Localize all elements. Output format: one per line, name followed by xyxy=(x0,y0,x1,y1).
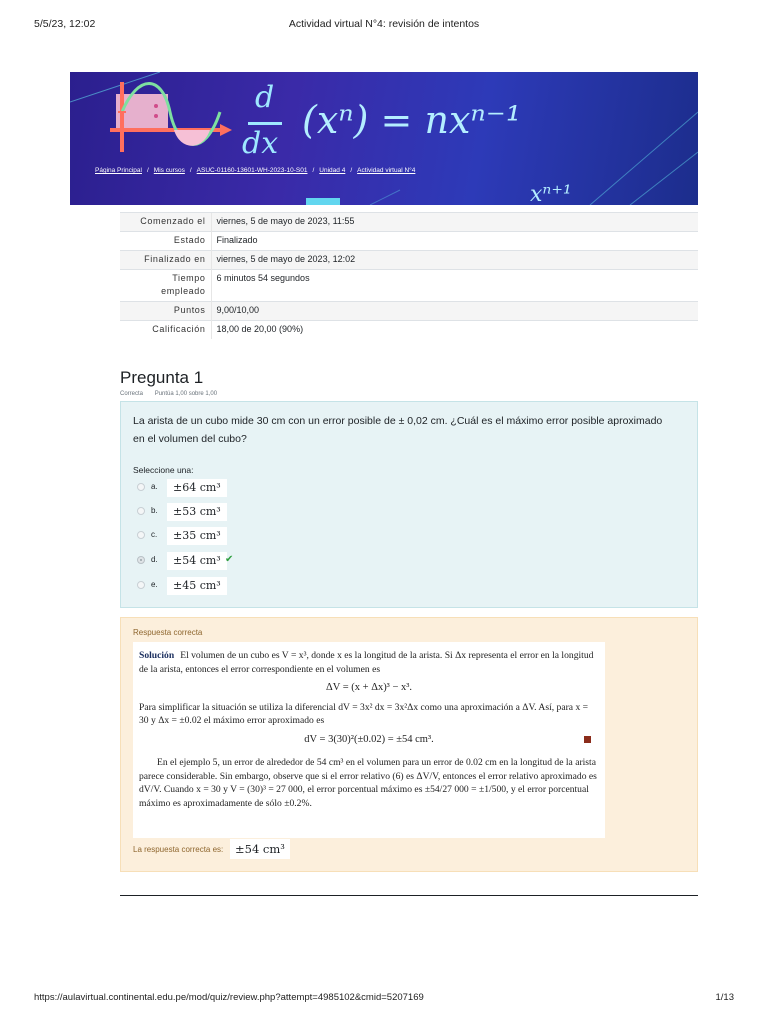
summary-key: Estado xyxy=(120,232,211,251)
breadcrumb: Página Principal / Mis cursos / ASUC-01160-13601-WH-2023-10-S01 / Unidad 4 / Actividad virtual N°4 xyxy=(95,167,416,174)
summary-value: viernes, 5 de mayo de 2023, 11:55 xyxy=(211,213,698,232)
solution-paragraph-1: Solución El volumen de un cubo es V = x³, donde x es la longitud de la arista. Si Δx representa el error en la longitud de la arista, entonces el error correspondiente en el volumen es xyxy=(139,650,594,675)
summary-key: Finalizado en xyxy=(120,251,211,270)
option-letter: e. xyxy=(151,580,158,589)
option-letter: d. xyxy=(151,555,158,564)
table-row xyxy=(120,321,698,340)
option-answer: ±35 cm³ xyxy=(167,527,227,545)
banner-formula-dx: dx xyxy=(242,126,279,161)
radio-d[interactable] xyxy=(137,556,145,564)
radio-e[interactable] xyxy=(137,581,145,589)
table-row xyxy=(120,270,698,302)
fraction-bar xyxy=(248,122,282,125)
table-row xyxy=(120,232,698,251)
radio-b[interactable] xyxy=(137,507,145,515)
end-of-proof-icon xyxy=(584,736,591,743)
solution-image xyxy=(133,642,605,838)
question-meta xyxy=(120,391,227,397)
print-url: https://aulavirtual.continental.edu.pe/mod/quiz/review.php?attempt=4985102&cmid=5207169 xyxy=(34,992,424,1003)
print-header xyxy=(34,18,734,32)
summary-key: Puntos xyxy=(120,302,211,321)
option-letter: c. xyxy=(151,530,158,539)
question-text: La arista de un cubo mide 30 cm con un error posible de ± 0,02 cm. ¿Cuál es el máximo error posible aproximado en el volumen del cubo? xyxy=(133,415,663,445)
option-answer: ±64 cm³ xyxy=(167,479,227,497)
feedback-box xyxy=(120,617,698,872)
table-row xyxy=(120,213,698,232)
print-title: Actividad virtual N°4: revisión de intentos xyxy=(288,18,480,30)
banner-formula-rhs: (xⁿ) = nxⁿ⁻¹ xyxy=(302,98,522,142)
question-title: Pregunta 1 xyxy=(120,368,204,387)
question-score: Puntúa 1,00 sobre 1,00 xyxy=(154,391,218,397)
print-datetime: 5/5/23, 12:02 xyxy=(34,18,96,30)
solution-paragraph-2: Para simplificar la situación se utiliza la diferencial dV = 3x² dx = 3x²Δx como una aproximación a ΔV. Así, para x = 30 y Δx = ±0.02 el máximo error aproximado es xyxy=(139,701,589,726)
right-answer-value: ±54 cm³ xyxy=(230,839,290,859)
summary-key: Calificación xyxy=(120,321,211,340)
summary-key: Tiempo empleado xyxy=(120,270,211,302)
radio-a[interactable] xyxy=(137,483,145,491)
summary-value: 6 minutos 54 segundos xyxy=(211,270,698,302)
option-answer: ±53 cm³ xyxy=(167,503,227,521)
select-label: Seleccione una: xyxy=(133,465,194,475)
solution-paragraph-3: En el ejemplo 5, un error de alrededor de 54 cm³ en el volumen para un error de 0.02 cm en la longitud de la arista parece considerable. Sin embargo, observe que si el error relativo (6) es ΔV/V, entonces el error relativo aproximado es dV/V. Cuando x = 30 y V = (30)³ = 27 000, el error porcentual máximo es ±54/27 000 = ±1/500, y el error porcentual máximo es aproximadamente de sólo ±0.2%. xyxy=(139,757,597,809)
table-row xyxy=(120,302,698,321)
option-letter: b. xyxy=(151,506,158,515)
solution-equation-2: dV = 3(30)²(±0.02) = ±54 cm³. xyxy=(139,733,599,747)
right-answer xyxy=(133,842,285,856)
right-answer-label: La respuesta correcta es: xyxy=(133,845,224,854)
option-answer: ±45 cm³ xyxy=(167,577,227,595)
radio-c[interactable] xyxy=(137,531,145,539)
breadcrumb-unit[interactable]: Unidad 4 xyxy=(319,167,346,174)
summary-value: 9,00/10,00 xyxy=(211,302,698,321)
table-row xyxy=(120,251,698,270)
option-answer: ±54 cm³ xyxy=(167,552,227,570)
banner-formula-d: d xyxy=(255,80,275,115)
breadcrumb-course[interactable]: ASUC-01160-13601-WH-2023-10-S01 xyxy=(196,167,308,174)
summary-value: viernes, 5 de mayo de 2023, 12:02 xyxy=(211,251,698,270)
course-banner xyxy=(70,72,698,205)
solution-label: Solución xyxy=(139,650,175,661)
print-page-number: 1/13 xyxy=(715,992,734,1003)
banner-formula-bottom: xⁿ⁺¹ xyxy=(530,182,572,205)
summary-value: Finalizado xyxy=(211,232,698,251)
page-divider xyxy=(120,895,698,896)
breadcrumb-my-courses[interactable]: Mis cursos xyxy=(153,167,185,174)
breadcrumb-activity[interactable]: Actividad virtual N°4 xyxy=(357,167,416,174)
feedback-heading: Respuesta correcta xyxy=(133,628,203,637)
summary-value: 18,00 de 20,00 (90%) xyxy=(211,321,698,340)
correct-check-icon: ✔ xyxy=(225,554,234,565)
question-status: Correcta xyxy=(120,391,144,397)
attempt-summary-table xyxy=(120,212,698,339)
breadcrumb-home[interactable]: Página Principal xyxy=(95,167,142,174)
option-letter: a. xyxy=(151,482,158,491)
summary-key: Comenzado el xyxy=(120,213,211,232)
solution-equation-1: ΔV = (x + Δx)³ − x³. xyxy=(325,682,413,693)
question-box xyxy=(120,401,698,608)
